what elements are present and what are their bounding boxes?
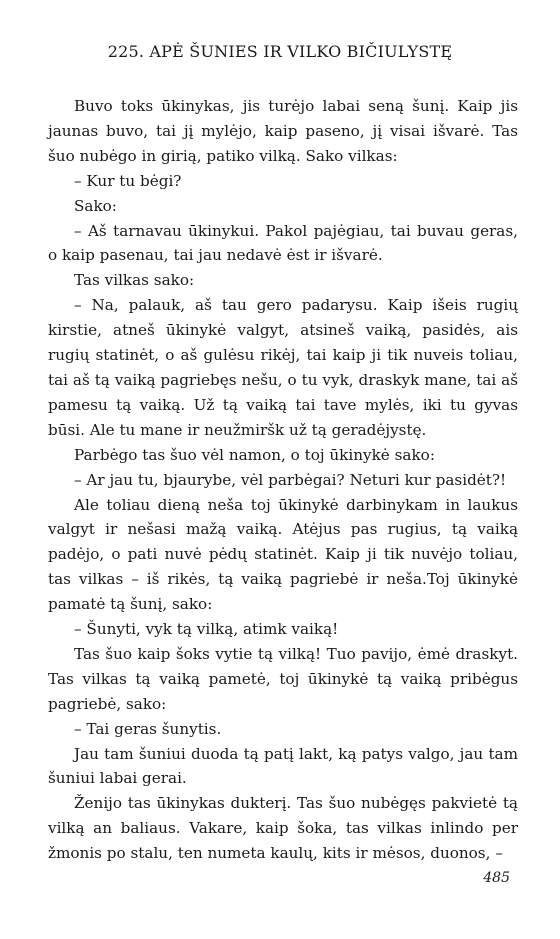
- paragraph: – Na, palauk, aš tau gero padarysu. Kaip išeis rugių kirstie, atneš ūkinykė valgyt, atsineš vaiką, pasidės, ais rugių statinėt, o aš gulėsu rikėj, tai kaip ji tik nuveis toliau, tai aš tą vaiką pagriebęs nešu, o tu vyk, draskyk mane, tai aš pamesu tą vaiką. Už tą vaiką tai tave mylės, iki tu gyvas būsi. Ale tu mane ir neužmiršk už tą geradėjystę.: [48, 296, 518, 439]
- paragraph: – Kur tu bėgi?: [74, 171, 182, 190]
- paragraph: Tas šuo kaip šoks vytie tą vilką! Tuo pavijo, ėmė draskyt. Tas vilkas tą vaiką pametė, toj ūkinykė tą vaiką pribėgus pagriebė, sako:: [48, 644, 518, 713]
- paragraph: Ženijo tas ūkinykas dukterį. Tas šuo nubėgęs pakvietė tą vilką an baliaus. Vakare, kaip šoka, tas vilkas inlindo per žmonis po stalu, ten numeta kaulų, kits ir mėsos, duonos, –: [48, 794, 518, 863]
- chapter-title: 225. APĖ ŠUNIES IR VILKO BIČIULYSTĘ: [107, 42, 453, 61]
- body-text: [48, 94, 518, 866]
- paragraph: Jau tam šuniui duoda tą patį lakt, ką patys valgo, jau tam šuniui labai gerai.: [48, 744, 518, 788]
- paragraph: Buvo toks ūkinykas, jis turėjo labai seną šunį. Kaip jis jaunas buvo, tai jį mylėjo, kaip paseno, jį visai išvarė. Tas šuo nubėgo in girią, patiko vilką. Sako vilkas:: [48, 97, 518, 165]
- paragraph: Ale toliau dieną neša toj ūkinykė darbinykam in laukus valgyt ir nešasi mažą vaiką. Atėjus pas rugius, tą vaiką padėjo, o pati nuvė pėdų statinėt. Kaip ji tik nuvėjo toliau, tas vilkas – iš rikės, tą vaiką pagriebė ir neša.Toj ūkinykė pamatė tą šunį, sako:: [48, 495, 518, 614]
- paragraph: Tas vilkas sako:: [74, 271, 195, 290]
- paragraph: – Šunyti, vyk tą vilką, atimk vaiką!: [74, 620, 339, 639]
- page-number: 485: [483, 870, 510, 886]
- paragraph: Sako:: [74, 196, 117, 215]
- paragraph: – Tai geras šunytis.: [74, 719, 222, 738]
- paragraph: Parbėgo tas šuo vėl namon, o toj ūkinykė sako:: [74, 445, 435, 464]
- paragraph: – Ar jau tu, bjaurybe, vėl parbėgai? Neturi kur pasidėt?!: [74, 470, 507, 489]
- paragraph: – Aš tarnavau ūkinykui. Pakol pajėgiau, tai buvau geras, o kaip pasenau, tai jau nedavė ėst ir išvarė.: [48, 221, 518, 265]
